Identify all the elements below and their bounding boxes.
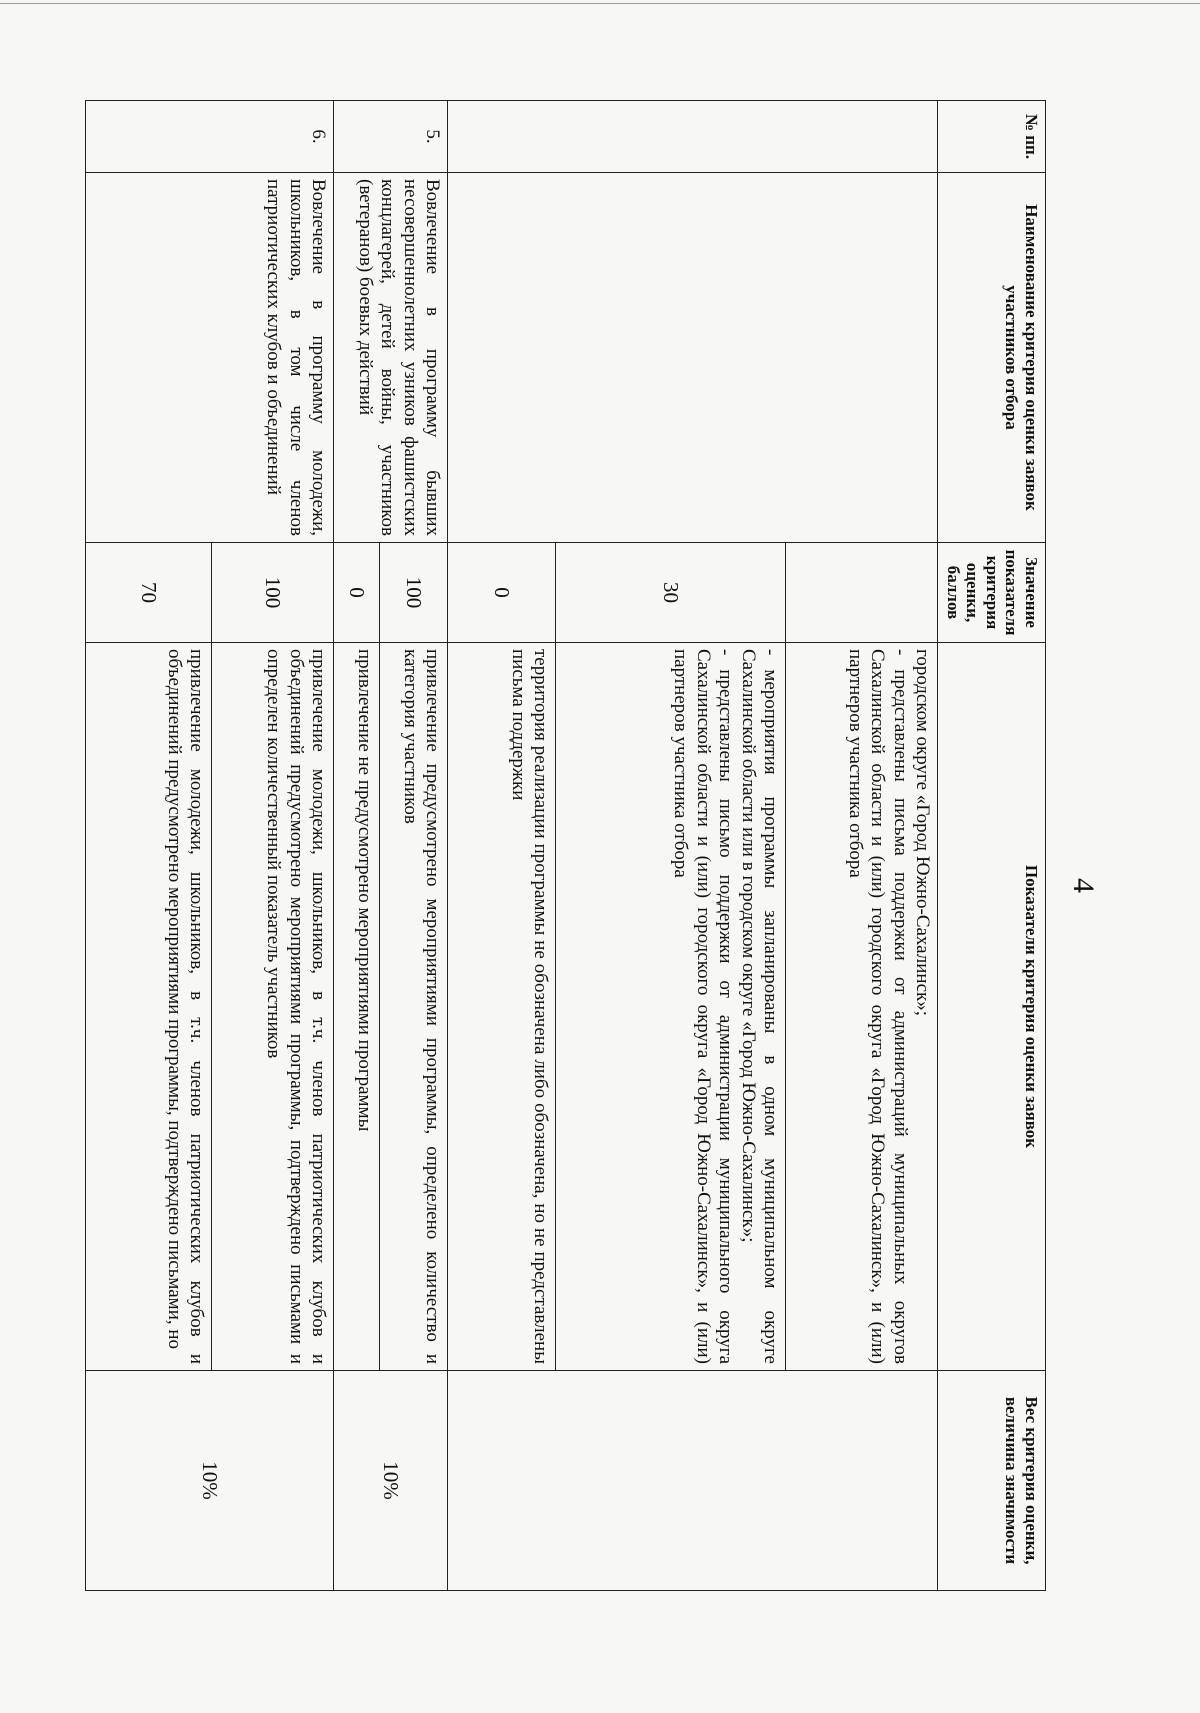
table-row <box>380 101 448 1591</box>
header-indicator: Показатели критерия оценки заявок <box>938 643 1046 1371</box>
indicator-text: привлечение не предусмотрено мероприятиями программы <box>334 643 380 1371</box>
row-number: 6. <box>86 101 334 173</box>
weight-value: 10% <box>334 1371 448 1591</box>
header-criterion: Наименование критерия оценки заявок участников отбора <box>938 173 1046 543</box>
score-value: 100 <box>212 543 334 643</box>
header-num: № пп. <box>938 101 1046 173</box>
table-row <box>786 101 938 1591</box>
cont-indicator-cell <box>786 643 938 1371</box>
indicator-text: представлены письмо поддержки от администрации муниципального округа Сахалинской области и (или) городского округа «Город Южно-Сахалинск», и (или) партнеров участника отбора <box>670 649 737 1364</box>
row-number: 5. <box>334 101 448 173</box>
indicator-line <box>736 649 781 1364</box>
header-weight: Вес критерия оценки, величина значимости <box>938 1371 1046 1591</box>
indicator-text: привлечение предусмотрено мероприятиями программы, определено количество и категория участников <box>380 643 448 1371</box>
indicator-line <box>669 649 736 1364</box>
score-value: 0 <box>334 543 380 643</box>
indicator-text: территория реализации программы не обозначена либо обозначена, но не представлены письма поддержки <box>448 643 556 1371</box>
dash-marker: - <box>889 649 911 656</box>
scan-edge-line <box>0 3 1200 4</box>
cont-num-cell <box>448 101 938 173</box>
cont-criterion-cell <box>448 173 938 543</box>
indicator-text: привлечение молодежи, школьников, в т.ч. членов патриотических клубов и объединений предусмотрено мероприятиями программы, подтверждено письмами, но <box>86 643 212 1371</box>
page-number: 4 <box>1067 878 1100 893</box>
indicator-line <box>843 649 910 1364</box>
weight-value: 10% <box>86 1371 334 1591</box>
score-value: 0 <box>448 543 556 643</box>
dash-marker: - <box>760 649 781 656</box>
criteria-table <box>85 100 1046 1591</box>
indicator-cell <box>556 643 786 1371</box>
indicator-line: городском округе «Город Южно-Сахалинск»; <box>912 649 933 1017</box>
indicator-text: представлены письма поддержки от администраций муниципальных округов Сахалинской области и (или) городского округа «Город Южно-Сахалинск», и (или) партнеров участника отбора <box>844 649 911 1364</box>
table-row <box>212 101 334 1591</box>
indicator-text: мероприятия программы запланированы в одном муниципальном округе Сахалинской области или в городском округе «Город Южно-Сахалинск»; <box>737 649 781 1364</box>
rotated-table-wrapper <box>86 100 1046 1590</box>
cont-score-cell <box>786 543 938 643</box>
header-score: Значение показателя критерия оценки, баллов <box>938 543 1046 643</box>
criterion-name: Вовлечение в программу молодежи, школьников, в том числе членов патриотических клубов и объединений <box>86 173 334 543</box>
score-value: 30 <box>556 543 786 643</box>
criterion-name: Вовлечение в программу бывших несовершеннолетних узников фашистских концлагерей, детей войны, участников (ветеранов) боевых действий <box>334 173 448 543</box>
table-header-row <box>938 101 1046 1591</box>
dash-marker: - <box>715 649 737 656</box>
indicator-text: привлечение молодежи, школьников, в т.ч. членов патриотических клубов и объединений предусмотрено мероприятиями программы, подтверждено письмами и определен количественный показатель участников <box>212 643 334 1371</box>
cont-weight-cell <box>448 1371 938 1591</box>
score-value: 70 <box>86 543 212 643</box>
score-value: 100 <box>380 543 448 643</box>
